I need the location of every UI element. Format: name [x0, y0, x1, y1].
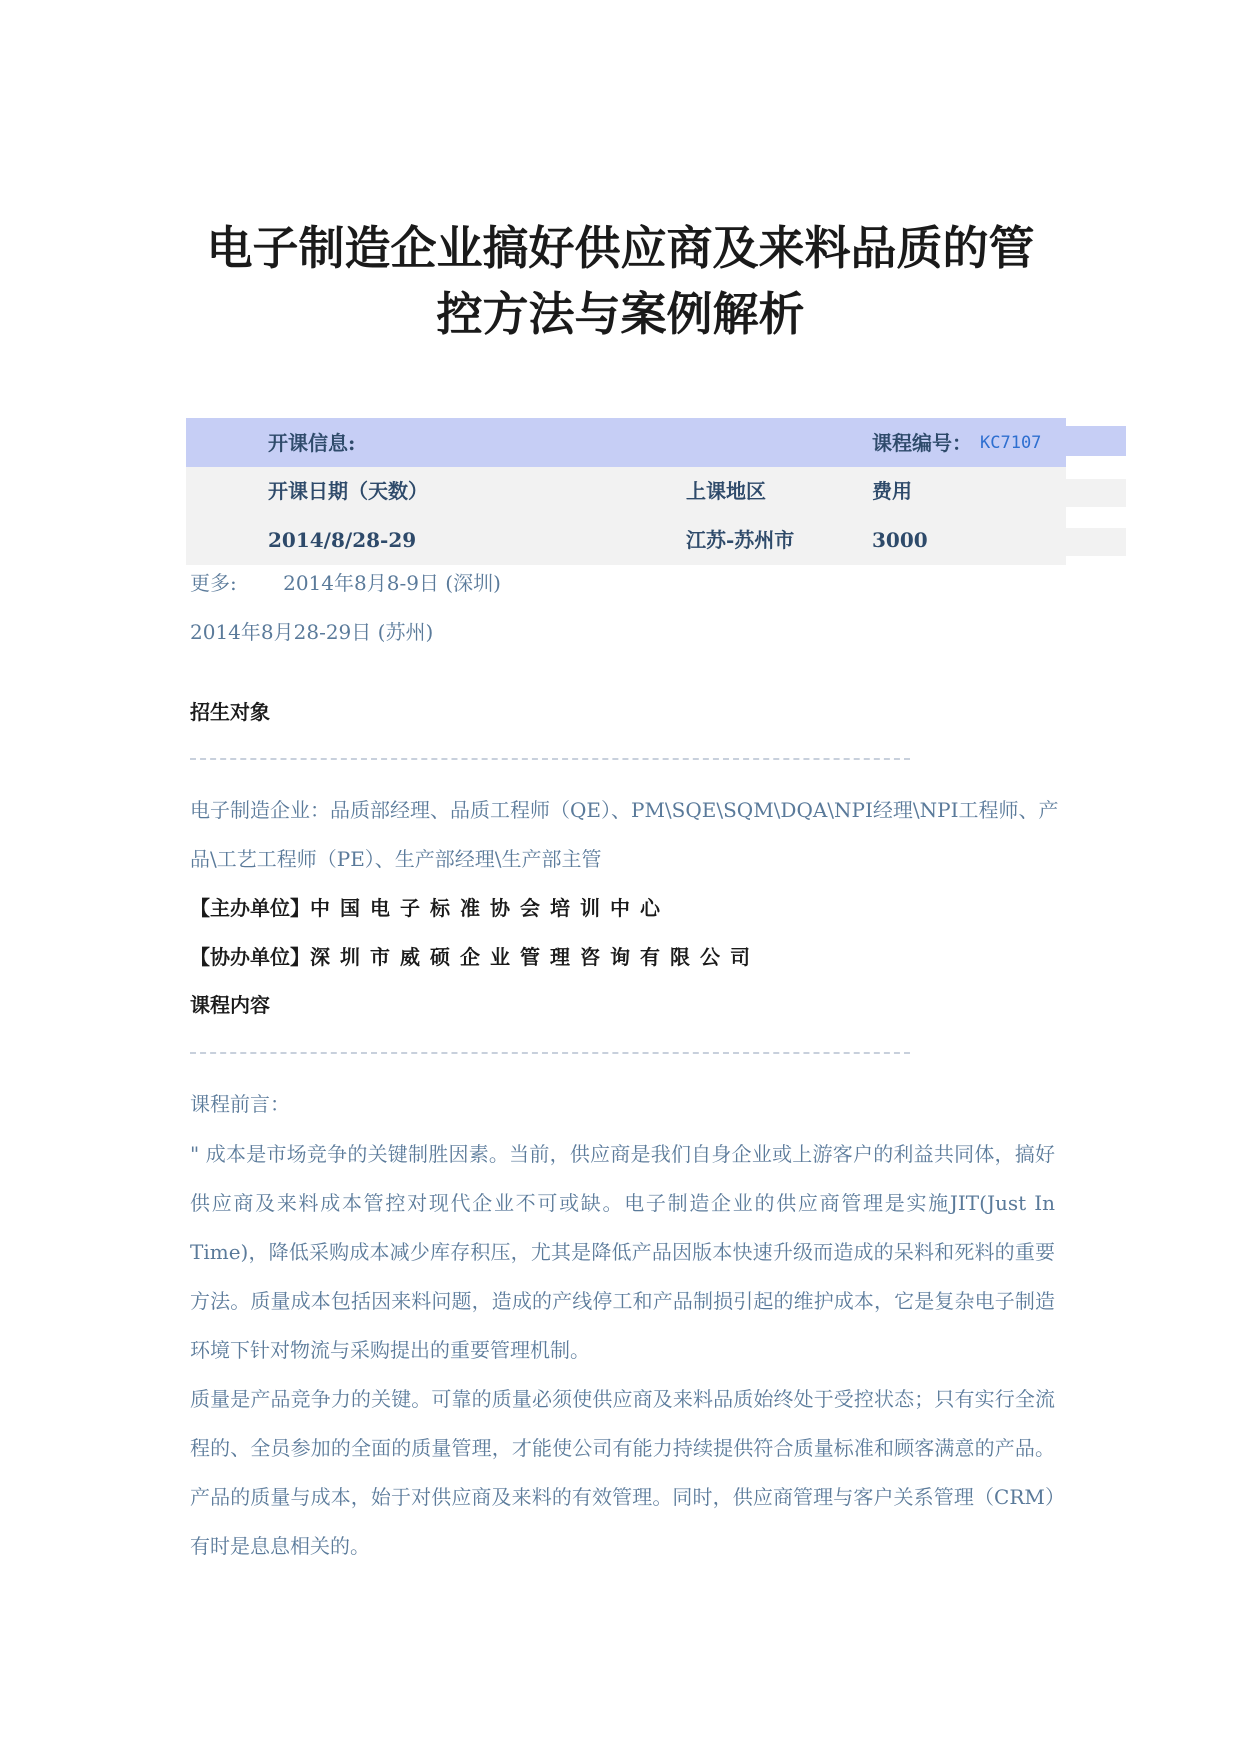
- column-date-header: 开课日期（天数）: [268, 479, 428, 503]
- target-audience-line: 品\工艺工程师（PE）、生产部经理\生产部主管: [190, 847, 602, 871]
- course-code-value: KC7107: [980, 433, 1042, 453]
- content-heading: 课程内容: [190, 993, 270, 1017]
- host-value: 中国电子标准协会培训中心: [310, 896, 670, 920]
- section-divider: [190, 1052, 910, 1054]
- target-audience-line: 电子制造企业：品质部经理、品质工程师（QE）、PM\SQE\SQM\DQA\NPI经理\NPI工程师、产: [190, 798, 1059, 822]
- more-sessions: [190, 568, 501, 598]
- cohost-value: 深圳市威硕企业管理咨询有限公司: [310, 945, 760, 969]
- co-organizer: [190, 942, 760, 972]
- target-heading: 招生对象: [190, 700, 270, 724]
- page-title-line-1: 电子制造企业搞好供应商及来料品质的管: [206, 221, 1035, 275]
- more-session-link[interactable]: 2014年8月8-9日 (深圳): [283, 571, 501, 595]
- column-fee-header: 费用: [872, 479, 912, 503]
- more-session-link[interactable]: 2014年8月28-29日 (苏州): [190, 620, 434, 644]
- more-label: 更多:: [190, 571, 237, 595]
- course-fee: 3000: [872, 528, 928, 552]
- info-header-band-extension: [1066, 426, 1126, 456]
- info-body-band-extension: [1066, 528, 1126, 556]
- host-label: 【主办单位】: [190, 896, 310, 920]
- course-date: 2014/8/28-29: [268, 528, 417, 552]
- section-divider: [190, 758, 910, 760]
- preface-paragraph: " 成本是市场竞争的关键制胜因素。当前，供应商是我们自身企业或上游客户的利益共同体，搞好供应商及来料成本管控对现代企业不可或缺。电子制造企业的供应商管理是实施JIT(Just In Time)，降低采购成本减少库存积压，尤其是降低产品因版本快速升级而造成的呆料和死料的重要方法。质量成本包括因来料问题，造成的产线停工和产品制损引起的维护成本，它是复杂电子制造环境下针对物流与采购提出的重要管理机制。: [190, 1142, 1055, 1362]
- preface-label: 课程前言：: [190, 1092, 290, 1116]
- host-organizer: [190, 893, 670, 923]
- course-place: 江苏-苏州市: [686, 528, 795, 552]
- info-body-band-extension: [1066, 479, 1126, 507]
- column-place-header: 上课地区: [686, 479, 766, 503]
- preface-body: [190, 1130, 1055, 1571]
- course-code-label: 课程编号：: [872, 431, 972, 455]
- page-title-line-2: 控方法与案例解析: [436, 287, 805, 341]
- preface-paragraph: 质量是产品竞争力的关键。可靠的质量必须使供应商及来料品质始终处于受控状态；只有实行全流程的、全员参加的全面的质量管理，才能使公司有能力持续提供符合质量标准和顾客满意的产品。产品的质量与成本，始于对供应商及来料的有效管理。同时，供应商管理与客户关系管理（CRM）有时是息息相关的。: [190, 1387, 1055, 1558]
- info-header-label: 开课信息:: [268, 431, 356, 455]
- cohost-label: 【协办单位】: [190, 945, 310, 969]
